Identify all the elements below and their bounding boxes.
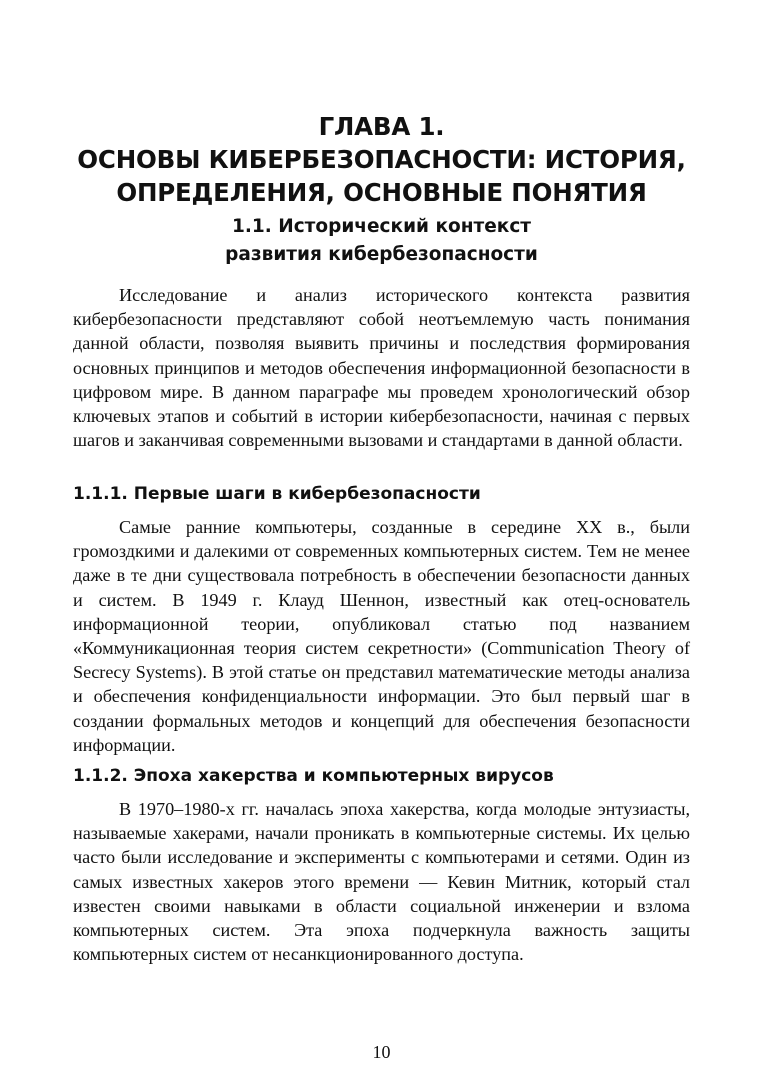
chapter-title-line-3: ОПРЕДЕЛЕНИЯ, ОСНОВНЫЕ ПОНЯТИЯ bbox=[116, 178, 647, 207]
chapter-title-line-2: ОСНОВЫ КИБЕРБЕЗОПАСНОСТИ: ИСТОРИЯ, bbox=[77, 145, 686, 174]
subsection-title-1: 1.1.1. Первые шаги в кибербезопасности bbox=[73, 484, 481, 504]
intro-paragraph: Исследование и анализ исторического контекста развития кибербезопасности представляют собой неотъемлемую часть понимания данной области, позволяя выявить причины и последствия формирования основных принципов и методов обеспечения информационной безопасности в цифровом мире. В данном параграфе мы проведем хронологический обзор ключевых этапов и событий в истории кибербезопасности, начиная с первых шагов и заканчивая современными вызовами и стандартами в данной области. bbox=[73, 285, 690, 451]
subsection-1-paragraph: Самые ранние компьютеры, созданные в середине XX в., были громоздкими и далекими от современных компьютерных систем. Тем не менее даже в те дни существовала потребность в обеспечении безопасности данных и систем. В 1949 г. Клауд Шеннон, известный как отец-основатель информационной теории, опубликовал статью под названием «Коммуникационная теория систем секретности» (Communication Theory of Secrecy Systems). В этой статье он представил математические методы анализа и обеспечения конфиденциальности информации. Это был первый шаг в создании формальных методов и концепций для обеспечения безопасности информации. bbox=[73, 517, 690, 755]
section-title-line-1: 1.1. Исторический контекст bbox=[231, 216, 532, 237]
chapter-title bbox=[73, 110, 690, 209]
section-title-line-2: развития кибербезопасности bbox=[225, 244, 538, 265]
page-number: 10 bbox=[372, 1042, 391, 1062]
subsection-title-2: 1.1.2. Эпоха хакерства и компьютерных вирусов bbox=[73, 766, 554, 786]
subsection-2-paragraph: В 1970–1980-х гг. началась эпоха хакерства, когда молодые энтузиасты, называемые хакерами, начали проникать в компьютерные системы. Их целью часто были исследование и эксперименты с компьютерами и сетями. Один из самых известных хакеров этого времени — Кевин Митник, который стал известен своими навыками в области социальной инженерии и взлома компьютерных систем. Эта эпоха подчеркнула важность защиты компьютерных систем от несанкционированного доступа. bbox=[73, 799, 690, 965]
chapter-title-line-1: ГЛАВА 1. bbox=[318, 112, 445, 141]
section-title bbox=[73, 213, 690, 269]
